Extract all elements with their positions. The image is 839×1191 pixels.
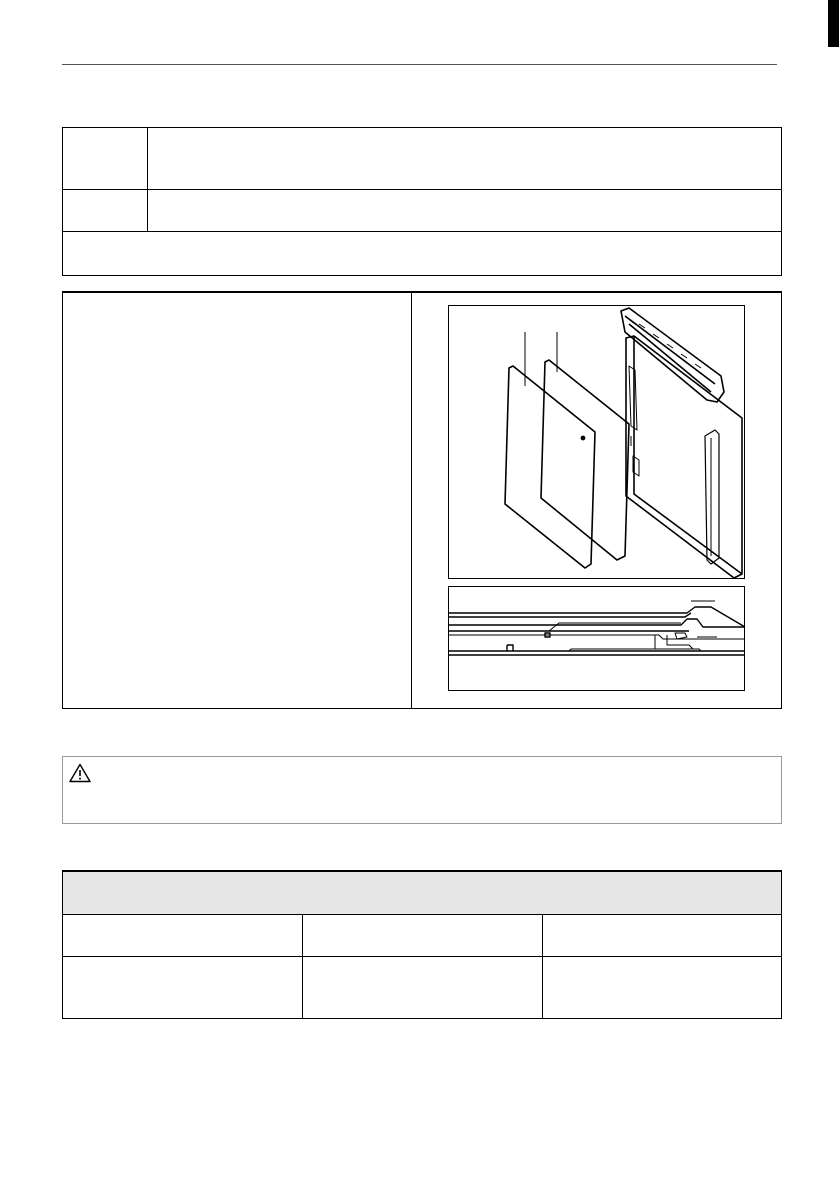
procedure-divider	[411, 293, 412, 708]
glass-seating-detail-illustration	[449, 587, 746, 692]
header-rule	[62, 64, 777, 65]
spec-table-divider	[302, 915, 303, 1019]
info-table-row-full	[63, 232, 781, 275]
info-table-row-label	[63, 128, 148, 189]
info-table-row-label	[63, 190, 148, 231]
info-table-row	[63, 190, 781, 232]
warning-triangle-icon	[69, 763, 91, 783]
warning-box	[62, 756, 782, 824]
spec-table	[62, 870, 782, 1019]
page-edge-tab	[828, 0, 839, 47]
door-glass-panels-illustration	[449, 306, 746, 580]
spec-table-divider	[542, 915, 543, 1019]
glass-seating-detail-figure	[448, 586, 745, 691]
spec-table-row	[63, 957, 781, 1019]
spec-table-column-headers	[63, 915, 781, 957]
info-table	[62, 127, 782, 276]
spec-table-header	[63, 872, 781, 915]
door-glass-panels-figure	[448, 305, 745, 579]
info-table-row	[63, 128, 781, 190]
